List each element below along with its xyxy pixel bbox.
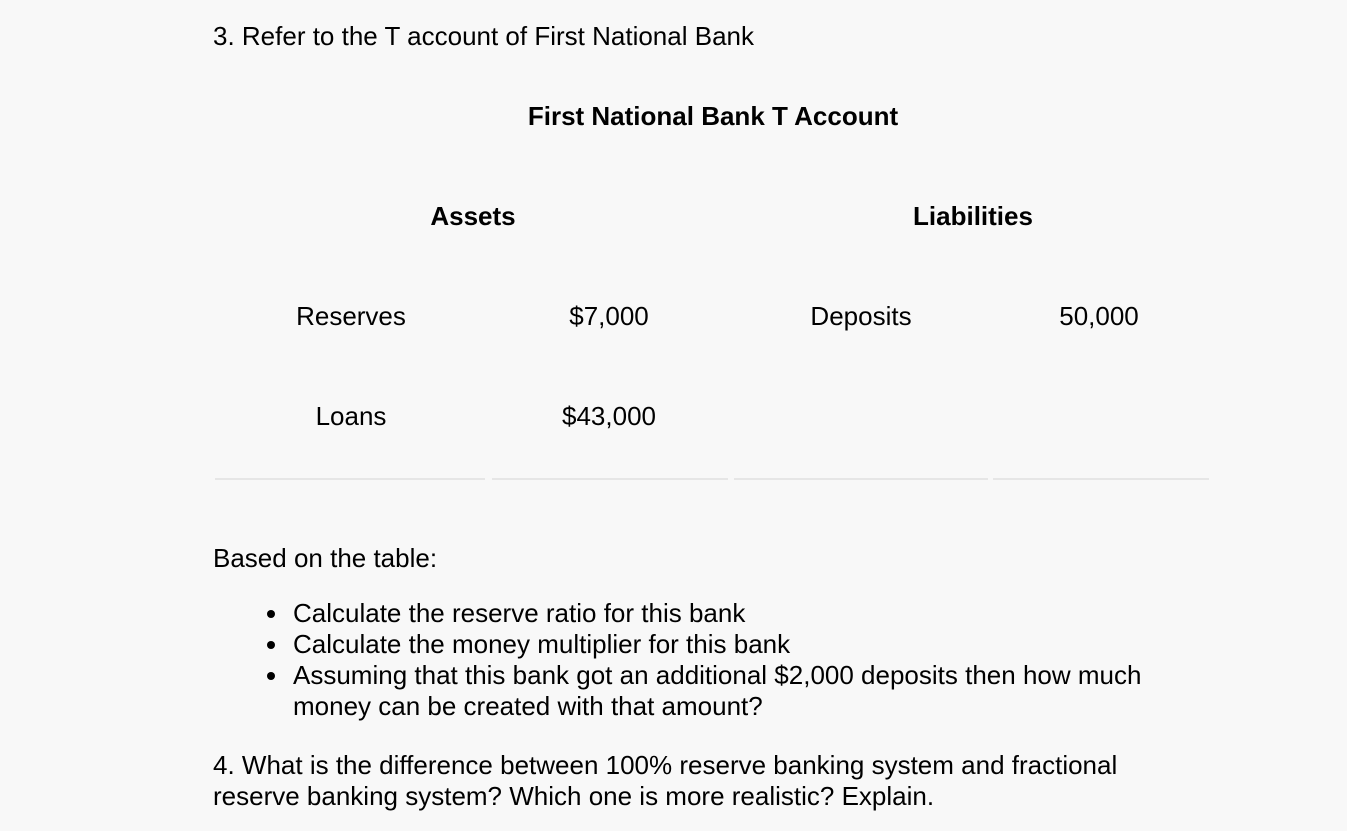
bullet-icon <box>267 610 275 618</box>
list-item <box>245 629 1205 660</box>
task-text: Calculate the money multiplier for this bank <box>293 629 791 659</box>
list-item <box>245 598 1205 629</box>
t-account-title: First National Bank T Account <box>527 101 899 131</box>
asset-value-reserves: $7,000 <box>569 301 649 331</box>
asset-value-loans: $43,000 <box>562 401 656 431</box>
list-item <box>245 660 1205 722</box>
liabilities-header: Liabilities <box>913 201 1033 231</box>
liability-value-deposits: 50,000 <box>1059 301 1139 331</box>
question-3-heading: 3. Refer to the T account of First National Bank <box>213 21 754 51</box>
asset-label-loans: Loans <box>315 401 387 431</box>
table-divider <box>492 478 728 480</box>
based-on-table-text: Based on the table: <box>213 543 438 573</box>
task-list <box>245 598 1205 722</box>
task-text: Calculate the reserve ratio for this bank <box>293 598 746 628</box>
table-divider <box>993 478 1209 480</box>
liability-label-deposits: Deposits <box>810 301 912 331</box>
asset-label-reserves: Reserves <box>296 301 406 331</box>
table-divider <box>734 478 988 480</box>
bullet-icon <box>267 641 275 649</box>
question-4-text: 4. What is the difference between 100% reserve banking system and fractional reserve banking system? Which one is more realistic? Explain. <box>213 750 1118 811</box>
table-divider <box>215 478 485 480</box>
task-text: Assuming that this bank got an additional $2,000 deposits then how much money can be created with that amount? <box>293 660 1142 721</box>
bullet-icon <box>267 672 275 680</box>
assets-header: Assets <box>430 201 516 231</box>
t-account-table <box>213 160 1210 482</box>
